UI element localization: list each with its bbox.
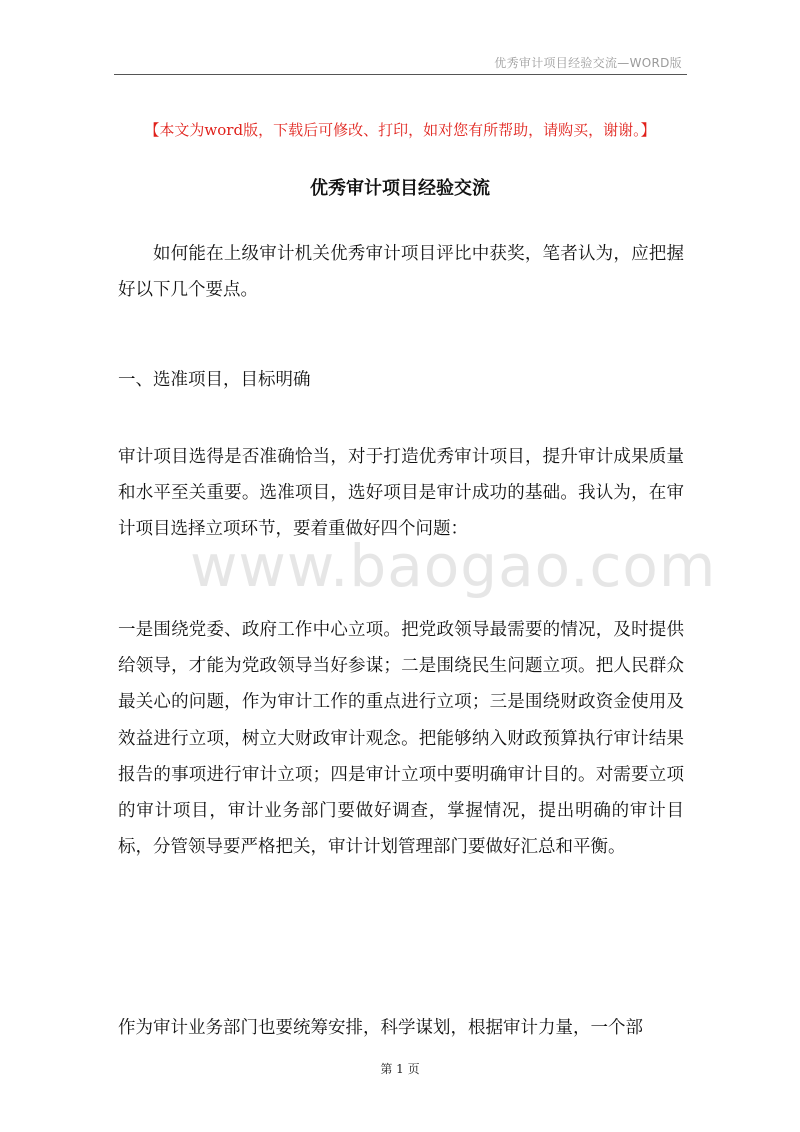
body-paragraph-3: 作为审计业务部门也要统筹安排，科学谋划，根据审计力量，一个部 [118,1018,643,1038]
body-paragraph-2: 一是围绕党委、政府工作中心立项。把党政领导最需要的情况，及时提供给领导，才能为党政领导当好参谋；二是围绕民生问题立项。把人民群众最关心的问题，作为审计工作的重点进行立项；三是围绕财政资金使用及效益进行立项，树立大财政审计观念。把能够纳入财政预算执行审计结果报告的事项进行审计立项；四是审计立项中要明确审计目的。对需要立项的审计项目，审计业务部门要做好调查，掌握情况，提出明确的审计目标，分管领导要严格把关，审计计划管理部门要做好汇总和平衡。 [118,620,684,858]
body-paragraph-1: 审计项目选得是否准确恰当，对于打造优秀审计项目，提升审计成果质量和水平至关重要。选准项目，选好项目是审计成功的基础。我认为，在审计项目选择立项环节，要着重做好四个问题： [118,447,684,540]
watermark: www.baogao.com [190,532,717,600]
intro-paragraph: 如何能在上级审计机关优秀审计项目评比中获奖，笔者认为，应把握好以下几个要点。 [118,244,684,301]
section-heading: 一、选准项目，目标明确 [118,370,311,390]
document-title: 优秀审计项目经验交流 [310,178,490,199]
page-number: 第 1 页 [380,1062,420,1076]
purchase-notice: 【本文为word版，下载后可修改、打印，如对您有所帮助，请购买，谢谢。】 [144,121,656,139]
header-divider [114,74,687,75]
running-header: 优秀审计项目经验交流—WORD版 [494,56,682,70]
